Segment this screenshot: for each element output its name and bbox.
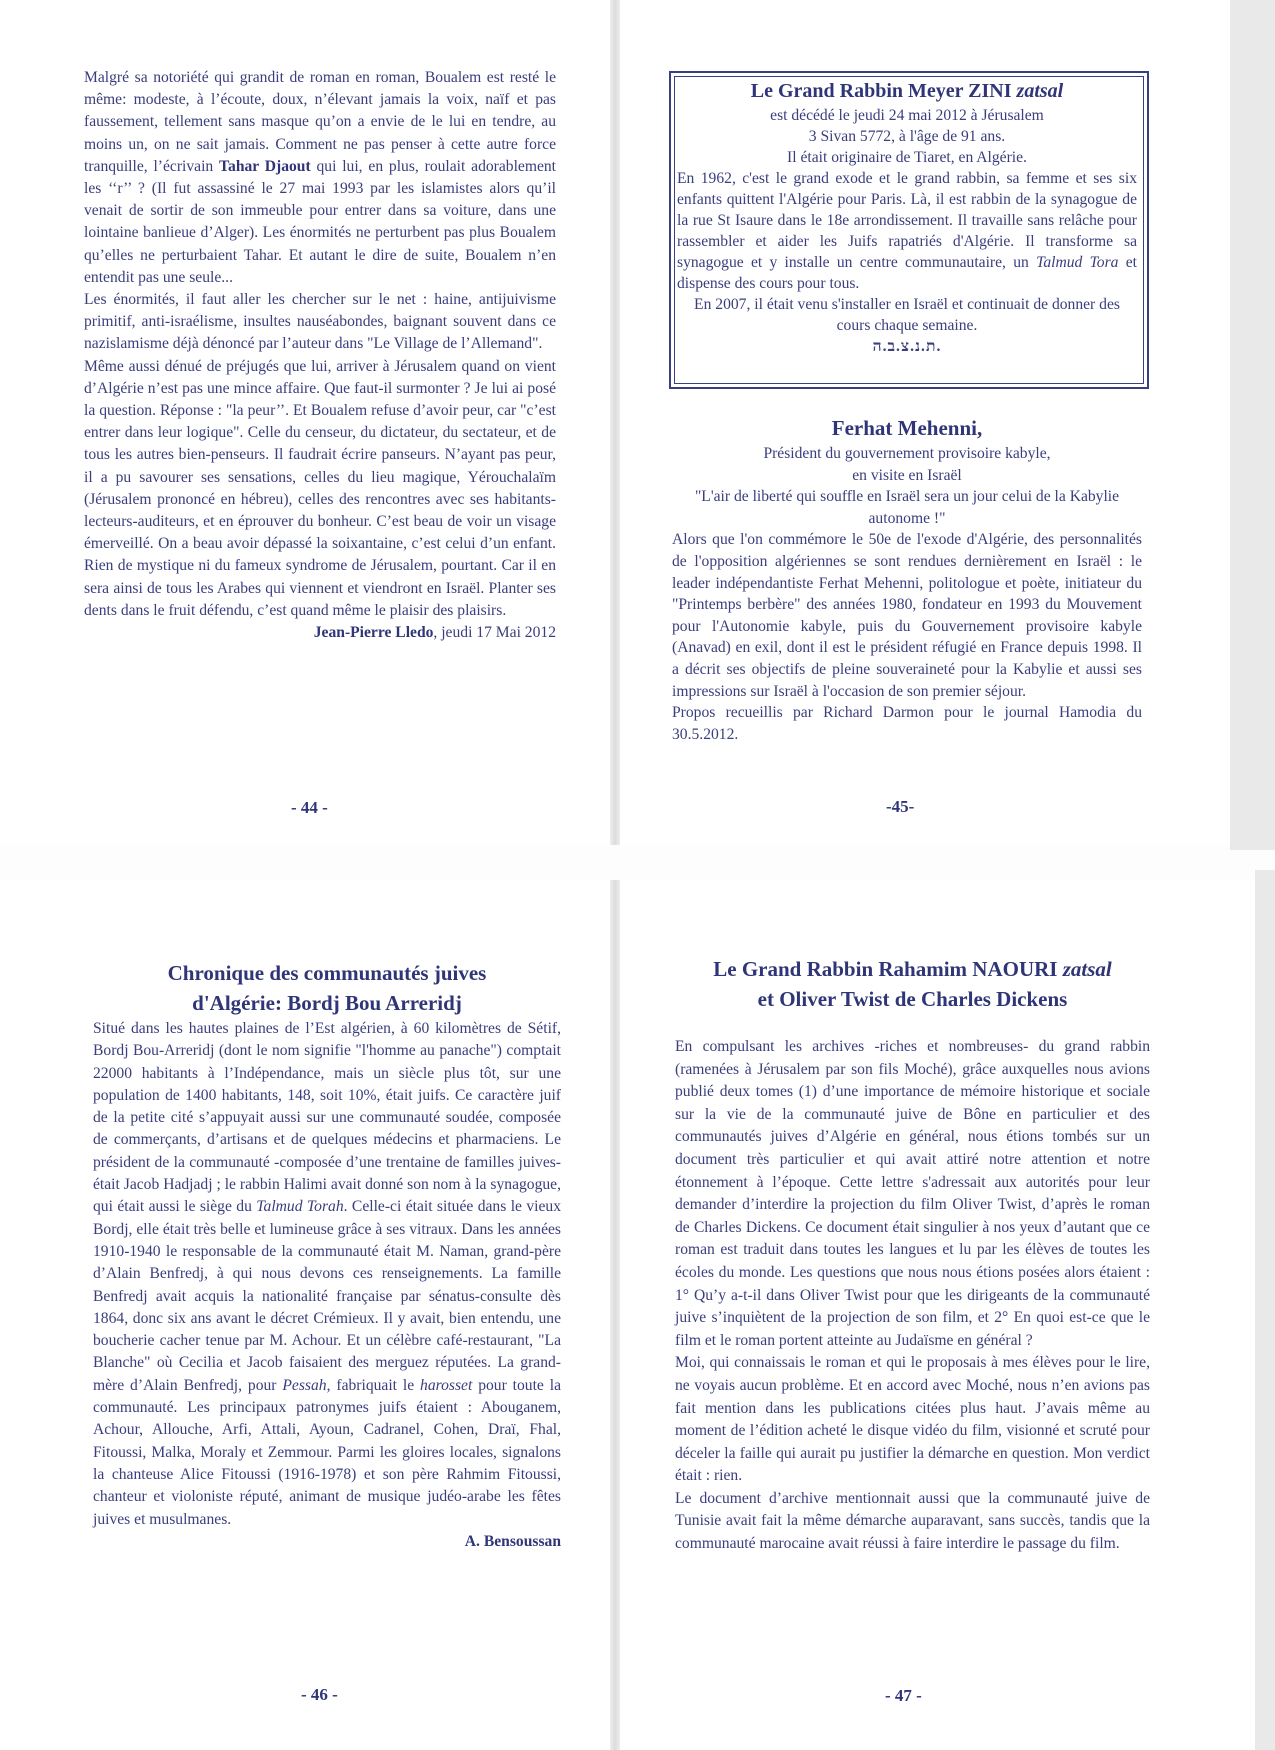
zini-line2: 3 Sivan 5772, à l'âge de 91 ans. [808, 128, 1006, 145]
p44-tahar-djaout: Tahar Djaout [219, 157, 311, 175]
bordj-body-b: . Celle-ci était située dans le vieux Bordj, elle était très belle et lumineuse grâce à ses vitraux. Dans les années 1910-1940 le responsable de la communauté était M. Naman, grand-père d’Alain Benfredj, à qui nous devons ces renseignements. La famille Benfredj avait acquis la nationalité française par sénatus-consulte dès 1864, donc six ans avant le décret Crémieux. Il y avait, bien entendu, une boucherie cacher tenue par M. Achour. Et un célèbre café-restaurant, "La Blanche" où Cecilia et Jacob faisaient des merguez réputées. La grand-mère d’Alain Benfredj, pour [93, 1198, 562, 1394]
mehenni-quote: "L'air de liberté qui souffle en Israël sera un jour celui de la Kabylie autonome !" [694, 488, 1120, 527]
naouri-title-line2: et Oliver Twist de Charles Dickens [757, 987, 1068, 1011]
page-47 [620, 880, 1255, 1750]
bordj-italic-talmud: Talmud Torah [256, 1198, 344, 1216]
rabbin-zini-box-text [677, 77, 1137, 357]
naouri-para3: Le document d’archive mentionnait aussi que la communauté juive de Tunisie avait fait la même démarche auparavant, sans succès, tandis que la communauté marocaine avait réussi à faire interdire le passage du film. [675, 1489, 1150, 1553]
mehenni-body: Alors que l'on commémore le 50e de l'exode d'Algérie, des personnalités de l'opposition algériennes se sont rendues dernièrement en Israël : le leader indépendantiste Ferhat Mehenni, politologue et poète, initiateur du "Printemps berbère" des années 1980, fondateur en 1993 du Mouvement pour l'Autonomie kabyle, puis du Gouvernement provisoire kabyle (Anavad) en exil, dont il est le président réfugié en France depuis 1998. Il a décrit ses objectifs de pleine souveraineté pour la Kabylie et aussi ses impressions sur Israël à l'occasion de son premier séjour. [672, 531, 1142, 700]
page-46 [0, 880, 615, 1750]
zini-title-main: Le Grand Rabbin Meyer ZINI [750, 80, 1017, 102]
zini-body [677, 168, 1137, 294]
p44-para1-cont: qui lui, en plus, roulait adorablement les ‘‘r’’ ? (Il fut assassiné le 27 mai 1993 par les islamistes alors qu’il venait de sortir de son immeuble pour entrer dans sa voiture, dans une lointaine banlieue d’Alger). Les énormités ne perturbent pas plus Boualem qu’elles ne perturbaient Tahar. Et autant le dire de suite, Boualem n’en entendit pas une seule... [84, 157, 557, 286]
top-sheet-edge [1230, 0, 1275, 850]
naouri-para2: Moi, qui connaissais le roman et qui le proposais à mes élèves pour le lire, ne voyais aucun problème. Et en accord avec Moché, nous n’en avions pas fait mention dans les publications citées plus haut. J’avais même au moment de l’édition acheté le disque vidéo du film, visionné et scruté pour déceler la faille qui aurait pu justifier la démarche en question. Mon verdict était : rien. [675, 1354, 1150, 1485]
page-44-number: - 44 - [291, 798, 328, 817]
mehenni-credit: Propos recueillis par Richard Darmon pour le journal Hamodia du 30.5.2012. [672, 704, 1142, 743]
bordj-italic-harosset: harosset [420, 1376, 473, 1394]
page-45 [620, 0, 1230, 845]
bordj-body-d: pour toute la communauté. Les principaux patronymes juifs étaient : Abouganem, Achour, Allouche, Arfi, Attali, Ayoun, Cadranel, Cohen, Draï, Fhal, Fitoussi, Malka, Moraly et Zemmour. Parmi les gloires locales, signalons la chanteuse Alice Fitoussi (1916-1978) et son père Rahmim Fitoussi, chanteur et violoniste réputé, animant de musique judéo-arabe les fêtes juives et musulmanes. [93, 1376, 561, 1528]
page-44-body [84, 67, 556, 644]
mehenni-title: Ferhat Mehenni, [831, 416, 983, 440]
p44-signature [84, 622, 556, 644]
zini-last: En 2007, il était venu s'installer en Israël et continuait de donner des cours chaque semaine. [694, 296, 1120, 334]
p44-para2: Les énormités, il faut aller les chercher sur le net : haine, antijuivisme primitif, anti-israélisme, insultes nauséabondes, baignant souvent dans ce nazislamisme déjà dénoncé par l’auteur dans "Le Village de l’Allemand". [84, 291, 556, 353]
naouri-para1: En compulsant les archives -riches et nombreuses- du grand rabbin (ramenées à Jérusalem par son fils Moché), grâce auxquelles nous avions publié deux tomes (1) d’une importance de mémoire historique et sociale sur la vie de la communauté juive de Bône en particulier et des communautés juives d’Algérie en général, nous étions tombés sur un document très particulier et qui avait attiré notre attention et notre étonnement à l’époque. Cette lettre s'adressait aux autorités pour leur demander d’interdire la projection du film Oliver Twist, d’après le roman de Charles Dickens. Ce document était singulier à nos yeux d’autant que ce roman est traduit dans toutes les langues et lu par les élèves de toutes les écoles du monde. Les questions que nous nous étions posées alors étaient : 1° Qu’y a-t-il dans Oliver Twist pour que les dirigeants de la communauté juive s’inquiètent de la projection de son film, et 2° En quoi est-ce que le film et le roman portent atteinte au Judaïsme en général ? [675, 1038, 1150, 1349]
bottom-sheet-edge [1255, 870, 1275, 1750]
p44-signature-name: Jean-Pierre Lledo [313, 624, 434, 642]
zini-hebrew: .ת.נ.צ.ב.ה [872, 338, 942, 355]
p44-para3: Même aussi dénué de préjugés que lui, arriver à Jérusalem quand on vient d’Algérie n’est pas une mince affaire. Que faut-il surmonter ? Je lui ai posé la question. Réponse : "la peur’’. Et Boualem refuse d’avoir peur, car "c’est entrer dans leur logique". Celle du censeur, du dictateur, du sectateur, et de tous les autres bien-penseurs. Il faudrait écrire panseurs. N’ayant pas peur, il a pu savourer ses sensations, celles du lieu magique, Yérouchalaïm (Jérusalem prononcé en hébreu), celles des rencontres avec ses habitants-lecteurs-auditeurs, et en éprouver du bonheur. C’est beau de voir un visage émerveillé. On a beau avoir dépassé la soixantaine, c’est celui d’un enfant. Rien de mystique ni du fameux syndrome de Jérusalem, pourtant. Car il en sera ainsi de tous les Arabes qui viennent et viendront en Israël. Planter ses dents dans le fruit défendu, c’est quand même le plaisir des plaisirs. [84, 357, 556, 619]
zini-body-italic: Talmud Tora [1036, 254, 1119, 271]
naouri-title-line1 [675, 954, 1150, 984]
p44-para1: Malgré sa notoriété qui grandit de roman en roman, Boualem est resté le même: modeste, à l’écoute, doux, n’élevant jamais la voix, naïf et pas faussement, tellement sans masque qu’on a envie de le lui en tendre, au moins un, on ne sait jamais. Comment ne pas penser à cette autre force tranquille, l’écrivain [84, 69, 556, 175]
zini-body-b: et dispense des cours pour tous. [677, 254, 1138, 292]
naouri-title-italic: zatsal [1062, 957, 1112, 981]
bordj-title-line1: Chronique des communautés juives [167, 961, 487, 985]
mehenni-sub1: Président du gouvernement provisoire kabyle, [763, 445, 1051, 462]
bordj-signature-name: A. Bensoussan [464, 1532, 561, 1550]
zini-line1: est décédé le jeudi 24 mai 2012 à Jérusalem [770, 107, 1044, 124]
page-44 [0, 0, 615, 845]
bordj-italic-pessah: Pessah [282, 1376, 327, 1394]
page-46-body [93, 958, 561, 1553]
page-46-number: - 46 - [301, 1685, 338, 1704]
naouri-title-main: Le Grand Rabbin Rahamim NAOURI [713, 957, 1063, 981]
mehenni-sub2: en visite en Israël [852, 466, 962, 484]
page-45-number: -45- [886, 797, 915, 816]
p44-signature-date: , jeudi 17 Mai 2012 [433, 624, 556, 642]
bordj-signature [93, 1531, 561, 1553]
bordj-title-line2: d'Algérie: Bordj Bou Arreridj [192, 991, 462, 1015]
page-47-number: - 47 - [885, 1686, 922, 1705]
bottom-gutter [610, 880, 620, 1750]
bordj-body [93, 1018, 561, 1531]
mehenni-article [672, 413, 1142, 745]
top-gutter [610, 0, 620, 845]
bordj-body-c: , fabriquait le [326, 1376, 421, 1394]
zini-title-italic: zatsal [1016, 80, 1064, 102]
zini-title [677, 77, 1137, 105]
zini-line3: Il était originaire de Tiaret, en Algérie. [787, 149, 1027, 166]
page-47-body [675, 954, 1150, 1556]
zini-body-a: En 1962, c'est le grand exode et le grand rabbin, sa femme et ses six enfants quittent l'Algérie pour Paris. Là, il est rabbin de la synagogue de la rue St Isaure dans le 18e arrondissement. Il travaille sans relâche pour rassembler et aider les Juifs rapatriés d'Algérie. Il transforme sa synagogue et y installe un centre communautaire, un [677, 170, 1137, 271]
bordj-body-a: Situé dans les hautes plaines de l’Est algérien, à 60 kilomètres de Sétif, Bordj Bou-Arreridj (dont le nom signifie "l'homme au panache") comptait 22000 habitants à l’Indépendance, mais un siècle plus tôt, sur une population de 1400 habitants, 148, soit 10%, était juifs. Ce caractère juif de la petite cité s’appuyait aussi sur une communauté soudée, composée de commerçants, d’artisans et de quelques médecins et pharmaciens. Le président de la communauté -composée d’une trentaine de familles juives- était Jacob Hadjadj ; le rabbin Halimi avait donné son nom à la synagogue, qui était aussi le siège du [93, 1020, 561, 1216]
